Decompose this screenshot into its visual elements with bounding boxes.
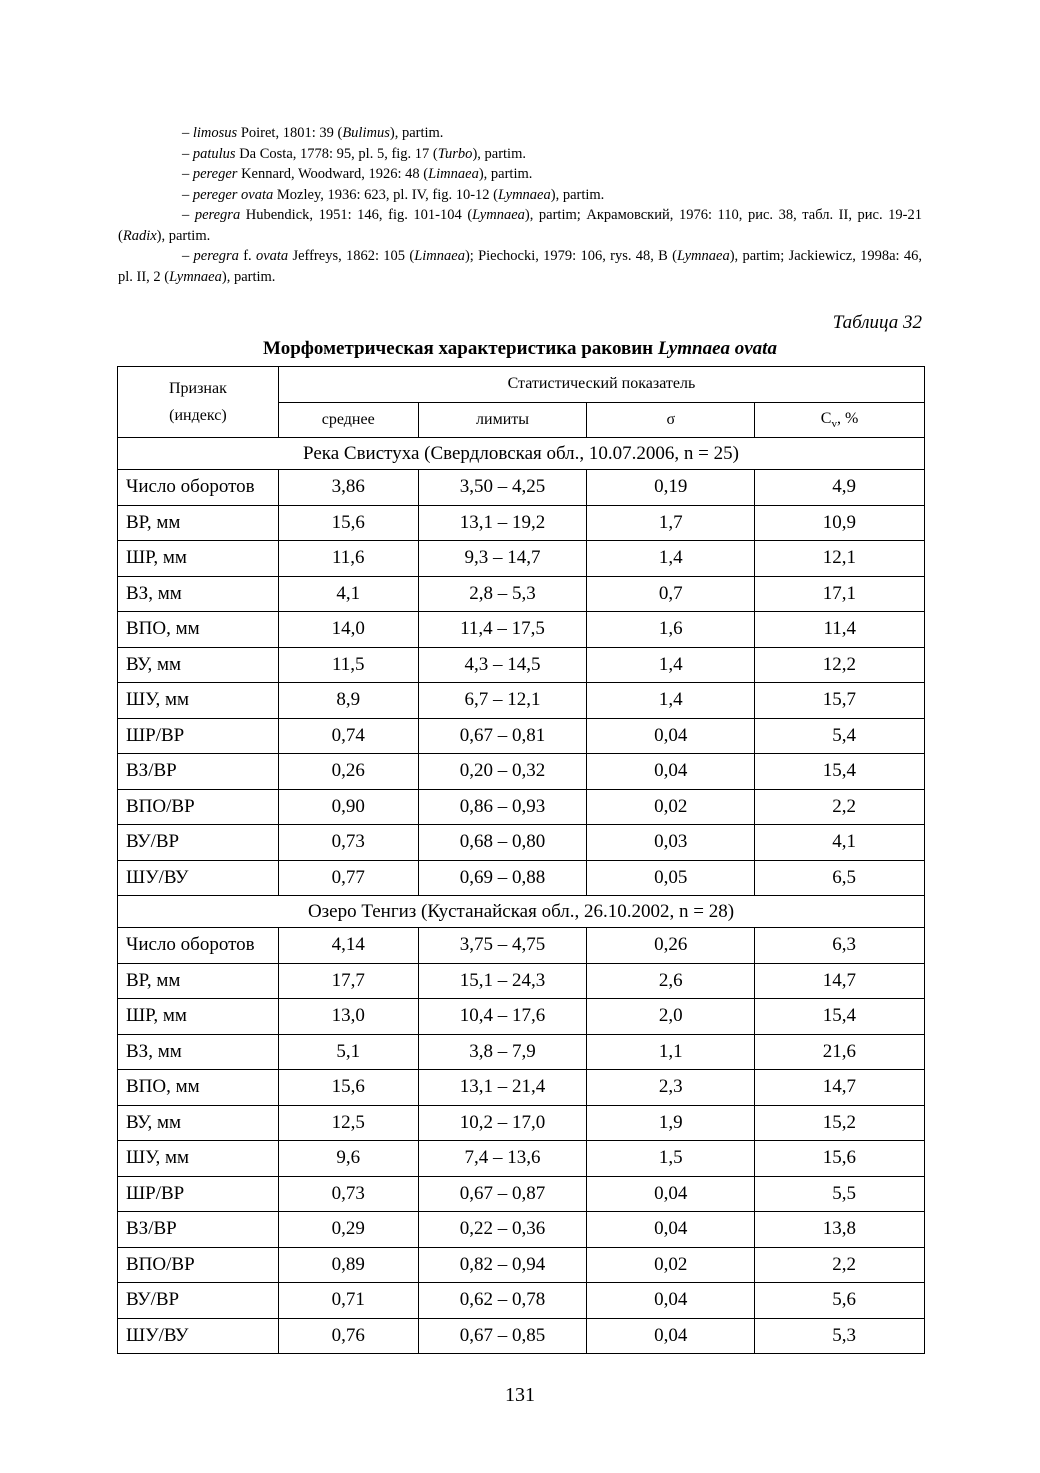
mean-cell: 17,7 <box>278 963 418 999</box>
table-row <box>118 1034 925 1070</box>
cv-cell: 6,5 <box>755 860 925 896</box>
table-header-row <box>118 367 925 403</box>
feature-cell: ШУ/ВУ <box>118 860 279 896</box>
limits-cell: 6,7 – 12,1 <box>418 683 587 719</box>
limits-cell: 3,8 – 7,9 <box>418 1034 587 1070</box>
mean-cell: 3,86 <box>278 470 418 506</box>
mean-cell: 0,90 <box>278 789 418 825</box>
table-label: Таблица 32 <box>832 312 922 333</box>
limits-cell: 10,2 – 17,0 <box>418 1105 587 1141</box>
feature-cell: ШУ, мм <box>118 683 279 719</box>
table-row <box>118 1070 925 1106</box>
table-row <box>118 612 925 648</box>
page-number: 131 <box>505 1384 535 1406</box>
feature-cell: ВЗ/ВР <box>118 1212 279 1248</box>
cv-cell: 14,7 <box>755 1070 925 1106</box>
limits-cell: 3,75 – 4,75 <box>418 928 587 964</box>
cv-cell: 15,4 <box>755 999 925 1035</box>
limits-cell: 0,22 – 0,36 <box>418 1212 587 1248</box>
sigma-cell: 0,19 <box>587 470 755 506</box>
mean-cell: 15,6 <box>278 505 418 541</box>
section-caption: Река Свистуха (Свердловская обл., 10.07.2006, n = 25) <box>118 438 925 470</box>
species-name: Lymnaea ovata <box>657 338 777 359</box>
table-row <box>118 789 925 825</box>
cv-cell: 5,6 <box>755 1283 925 1319</box>
table-row <box>118 1283 925 1319</box>
sigma-cell: 1,4 <box>587 683 755 719</box>
limits-cell: 0,67 – 0,87 <box>418 1176 587 1212</box>
sigma-cell: 0,7 <box>587 576 755 612</box>
table-row <box>118 470 925 506</box>
mean-cell: 0,73 <box>278 825 418 861</box>
feature-cell: ВПО, мм <box>118 612 279 648</box>
table-row <box>118 963 925 999</box>
cv-cell: 17,1 <box>755 576 925 612</box>
limits-cell: 0,86 – 0,93 <box>418 789 587 825</box>
feature-cell: ВЗ, мм <box>118 576 279 612</box>
sigma-cell: 0,26 <box>587 928 755 964</box>
table-row <box>118 1212 925 1248</box>
limits-cell: 10,4 – 17,6 <box>418 999 587 1035</box>
feature-cell: ВУ, мм <box>118 647 279 683</box>
table-title: Морфометрическая характеристика раковин Lymnaea ovata <box>263 338 777 359</box>
synonym-entry: – patulus Da Costa, 1778: 95, pl. 5, fig. 17 (Turbo), partim. <box>182 145 526 162</box>
cv-cell: 12,2 <box>755 647 925 683</box>
limits-cell: 9,3 – 14,7 <box>418 541 587 577</box>
sigma-cell: 1,4 <box>587 541 755 577</box>
limits-cell: 7,4 – 13,6 <box>418 1141 587 1177</box>
cv-cell: 15,2 <box>755 1105 925 1141</box>
feature-cell: ШР, мм <box>118 999 279 1035</box>
sigma-cell: 0,02 <box>587 789 755 825</box>
mean-cell: 15,6 <box>278 1070 418 1106</box>
sigma-cell: 2,0 <box>587 999 755 1035</box>
feature-cell: ВПО/ВР <box>118 1247 279 1283</box>
cv-cell: 15,7 <box>755 683 925 719</box>
feature-cell: ВПО, мм <box>118 1070 279 1106</box>
sigma-cell: 0,04 <box>587 1318 755 1354</box>
synonymy-list <box>118 123 922 287</box>
limits-column-header: лимиты <box>418 402 587 438</box>
feature-cell: ВР, мм <box>118 505 279 541</box>
table-row <box>118 999 925 1035</box>
limits-cell: 0,68 – 0,80 <box>418 825 587 861</box>
mean-cell: 5,1 <box>278 1034 418 1070</box>
stat-column-header: Статистический показатель <box>278 367 924 403</box>
feature-cell: ВР, мм <box>118 963 279 999</box>
cv-cell: 12,1 <box>755 541 925 577</box>
feature-cell: ВУ/ВР <box>118 825 279 861</box>
cv-cell: 5,3 <box>755 1318 925 1354</box>
mean-cell: 0,74 <box>278 718 418 754</box>
feature-cell: ШР, мм <box>118 541 279 577</box>
table-row <box>118 1318 925 1354</box>
limits-cell: 13,1 – 21,4 <box>418 1070 587 1106</box>
mean-cell: 11,6 <box>278 541 418 577</box>
synonym-entry: – peregra f. ovata Jeffreys, 1862: 105 (Limnaea); Piechocki, 1979: 106, rys. 48, B (Lymnaea), partim; Jackiewicz, 1998a: 46, pl. II, 2 (Lymnaea), partim. <box>118 248 922 285</box>
cv-cell: 5,4 <box>755 718 925 754</box>
mean-cell: 0,76 <box>278 1318 418 1354</box>
sigma-cell: 1,7 <box>587 505 755 541</box>
table-row <box>118 928 925 964</box>
limits-cell: 0,20 – 0,32 <box>418 754 587 790</box>
mean-cell: 0,26 <box>278 754 418 790</box>
limits-cell: 0,67 – 0,81 <box>418 718 587 754</box>
sigma-cell: 2,3 <box>587 1070 755 1106</box>
cv-cell: 6,3 <box>755 928 925 964</box>
limits-cell: 0,62 – 0,78 <box>418 1283 587 1319</box>
limits-cell: 15,1 – 24,3 <box>418 963 587 999</box>
sigma-cell: 2,6 <box>587 963 755 999</box>
limits-cell: 0,69 – 0,88 <box>418 860 587 896</box>
mean-cell: 0,71 <box>278 1283 418 1319</box>
cv-cell: 11,4 <box>755 612 925 648</box>
table-row <box>118 1105 925 1141</box>
sigma-cell: 0,04 <box>587 718 755 754</box>
cv-cell: 10,9 <box>755 505 925 541</box>
feature-cell: ШР/ВР <box>118 1176 279 1212</box>
mean-cell: 14,0 <box>278 612 418 648</box>
sigma-cell: 0,04 <box>587 1176 755 1212</box>
mean-cell: 13,0 <box>278 999 418 1035</box>
sigma-cell: 1,4 <box>587 647 755 683</box>
table-row <box>118 718 925 754</box>
feature-cell: ШУ/ВУ <box>118 1318 279 1354</box>
feature-cell: ШР/ВР <box>118 718 279 754</box>
table-row <box>118 1141 925 1177</box>
cv-cell: 4,9 <box>755 470 925 506</box>
sigma-cell: 0,04 <box>587 754 755 790</box>
mean-cell: 0,89 <box>278 1247 418 1283</box>
cv-cell: 21,6 <box>755 1034 925 1070</box>
mean-cell: 11,5 <box>278 647 418 683</box>
sigma-cell: 0,04 <box>587 1212 755 1248</box>
cv-cell: 15,4 <box>755 754 925 790</box>
mean-cell: 4,1 <box>278 576 418 612</box>
cv-cell: 15,6 <box>755 1141 925 1177</box>
limits-cell: 4,3 – 14,5 <box>418 647 587 683</box>
sigma-column-header: σ <box>587 402 755 438</box>
cv-cell: 4,1 <box>755 825 925 861</box>
feature-column-header: Признак (индекс) <box>118 367 279 438</box>
section-row <box>118 896 925 928</box>
sigma-cell: 1,6 <box>587 612 755 648</box>
cv-cell: 2,2 <box>755 1247 925 1283</box>
limits-cell: 3,50 – 4,25 <box>418 470 587 506</box>
feature-cell: Число оборотов <box>118 470 279 506</box>
feature-cell: ШУ, мм <box>118 1141 279 1177</box>
cv-cell: 2,2 <box>755 789 925 825</box>
mean-cell: 9,6 <box>278 1141 418 1177</box>
mean-cell: 4,14 <box>278 928 418 964</box>
table-row <box>118 505 925 541</box>
mean-cell: 0,29 <box>278 1212 418 1248</box>
synonym-entry: – pereger Kennard, Woodward, 1926: 48 (Limnaea), partim. <box>182 166 533 182</box>
sigma-cell: 1,1 <box>587 1034 755 1070</box>
limits-cell: 0,67 – 0,85 <box>418 1318 587 1354</box>
table-row <box>118 1176 925 1212</box>
table-row <box>118 754 925 790</box>
sigma-cell: 0,04 <box>587 1283 755 1319</box>
feature-cell: ВПО/ВР <box>118 789 279 825</box>
table-row <box>118 1247 925 1283</box>
feature-cell: Число оборотов <box>118 928 279 964</box>
sigma-cell: 0,02 <box>587 1247 755 1283</box>
mean-cell: 0,73 <box>278 1176 418 1212</box>
synonym-entry: – pereger ovata Mozley, 1936: 623, pl. IV, fig. 10-12 (Lymnaea), partim. <box>182 186 605 203</box>
cv-column-header: $C_v$, % <box>755 402 925 438</box>
table-row <box>118 860 925 896</box>
synonym-entry: – limosus Poiret, 1801: 39 (Bulimus), partim. <box>182 125 444 141</box>
morphometry-table <box>117 366 925 1354</box>
mean-column-header: среднее <box>278 402 418 438</box>
sigma-cell: 1,9 <box>587 1105 755 1141</box>
feature-cell: ВЗ, мм <box>118 1034 279 1070</box>
table-row <box>118 541 925 577</box>
feature-cell: ВУ/ВР <box>118 1283 279 1319</box>
section-caption: Озеро Тенгиз (Кустанайская обл., 26.10.2002, n = 28) <box>118 896 925 928</box>
sigma-cell: 1,5 <box>587 1141 755 1177</box>
feature-cell: ВУ, мм <box>118 1105 279 1141</box>
limits-cell: 13,1 – 19,2 <box>418 505 587 541</box>
cv-cell: 14,7 <box>755 963 925 999</box>
mean-cell: 0,77 <box>278 860 418 896</box>
section-row <box>118 438 925 470</box>
limits-cell: 0,82 – 0,94 <box>418 1247 587 1283</box>
table-row <box>118 683 925 719</box>
feature-cell: ВЗ/ВР <box>118 754 279 790</box>
mean-cell: 12,5 <box>278 1105 418 1141</box>
limits-cell: 11,4 – 17,5 <box>418 612 587 648</box>
table-row <box>118 825 925 861</box>
sigma-cell: 0,03 <box>587 825 755 861</box>
table-row <box>118 647 925 683</box>
synonym-entry: – peregra Hubendick, 1951: 146, fig. 101-104 (Lymnaea), partim; Акрамовский, 1976: 110, рис. 38, табл. II, рис. 19-21 (Radix), partim. <box>118 207 922 244</box>
cv-cell: 13,8 <box>755 1212 925 1248</box>
table-row <box>118 576 925 612</box>
limits-cell: 2,8 – 5,3 <box>418 576 587 612</box>
sigma-cell: 0,05 <box>587 860 755 896</box>
cv-cell: 5,5 <box>755 1176 925 1212</box>
mean-cell: 8,9 <box>278 683 418 719</box>
